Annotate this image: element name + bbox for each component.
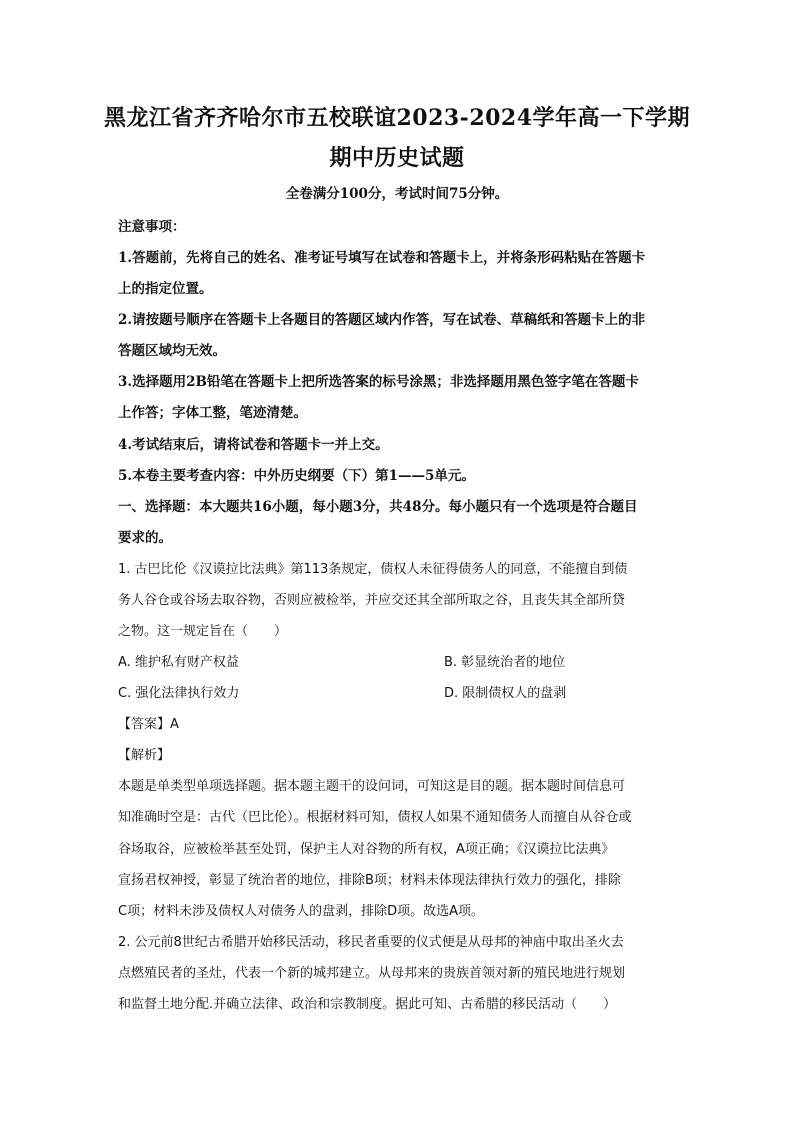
exam-title-line1: 黑龙江省齐齐哈尔市五校联谊2023-2024学年高一下学期 [103,105,691,131]
question-2-stem: 点燃殖民者的圣灶，代表一个新的城邦建立。从母邦来的贵族首领对新的殖民地进行规划 [118,966,626,981]
question-1-analysis: 谷场取谷，应被检举甚至处罚，保护主人对谷物的所有权，A项正确；《汉谟拉比法典》 [118,842,615,857]
question-1-option-c: C. 强化法律执行效力 [118,686,240,701]
question-1-answer: 【答案】A [118,717,179,732]
notice-line: 2.请按题号顺序在答题卡上各题目的答题区域内作答，写在试卷、草稿纸和答题卡上的非 [118,312,646,328]
question-1-analysis: 宣扬君权神授，彰显了统治者的地位，排除B项；材料未体现法律执行效力的强化，排除 [118,873,621,888]
notice-line: 5.本卷主要考查内容：中外历史纲要（下）第1——5单元。 [118,468,475,484]
question-1-stem: 1. 古巴比伦《汉谟拉比法典》第113条规定，债权人未征得债务人的同意，不能擅自到债 [118,562,628,577]
notice-line: 4.考试结束后，请将试卷和答题卡一并上交。 [118,437,389,453]
exam-title-line2: 期中历史试题 [329,145,465,171]
notice-line: 上的指定位置。 [118,281,213,297]
notice-line: 1.答题前，先将自己的姓名、准考证号填写在试卷和答题卡上，并将条形码粘贴在答题卡 [118,250,646,266]
notice-line: 3.选择题用2B铅笔在答题卡上把所选答案的标号涂黑；非选择题用黑色签字笔在答题卡 [118,374,639,390]
question-1-stem: 务人谷仓或谷场去取谷物，否则应被检举，并应交还其全部所取之谷，且丧失其全部所贷 [118,593,626,608]
question-1-analysis: C项；材料未涉及债权人对债务人的盘剥，排除D项。故选A项。 [118,904,484,919]
notice-line: 上作答；字体工整，笔迹清楚。 [118,405,307,421]
section-heading: 一、选择题：本大题共16小题，每小题3分，共48分。每小题只有一个选项是符合题目 [118,499,638,515]
question-1-analysis: 本题是单类型单项选择题。据本题主题干的设问词，可知这是目的题。据本题时间信息可 [118,779,626,794]
section-heading: 要求的。 [118,530,172,546]
question-1-analysis-label: 【解析】 [118,748,171,763]
question-2-stem: 和监督土地分配.并确立法律、政治和宗教制度。据此可知、古希腊的移民活动（ ） [118,997,617,1012]
exam-subtitle: 全卷满分100分，考试时间75分钟。 [285,186,509,202]
notice-heading: 注意事项： [118,219,186,235]
question-2-stem: 2. 公元前8世纪古希腊开始移民活动，移民者重要的仪式便是从母邦的神庙中取出圣火去 [118,935,624,950]
notice-line: 答题区域均无效。 [118,343,226,359]
question-1-analysis: 知准确时空是：古代（巴比伦）。根据材料可知，债权人如果不通知债务人而擅自从谷仓或 [118,810,632,825]
question-1-stem: 之物。这一规定旨在（ ） [118,624,288,639]
question-1-option-d: D. 限制债权人的盘剥 [444,686,567,701]
question-1-option-b: B. 彰显统治者的地位 [444,655,566,670]
question-1-option-a: A. 维护私有财产权益 [118,655,239,670]
